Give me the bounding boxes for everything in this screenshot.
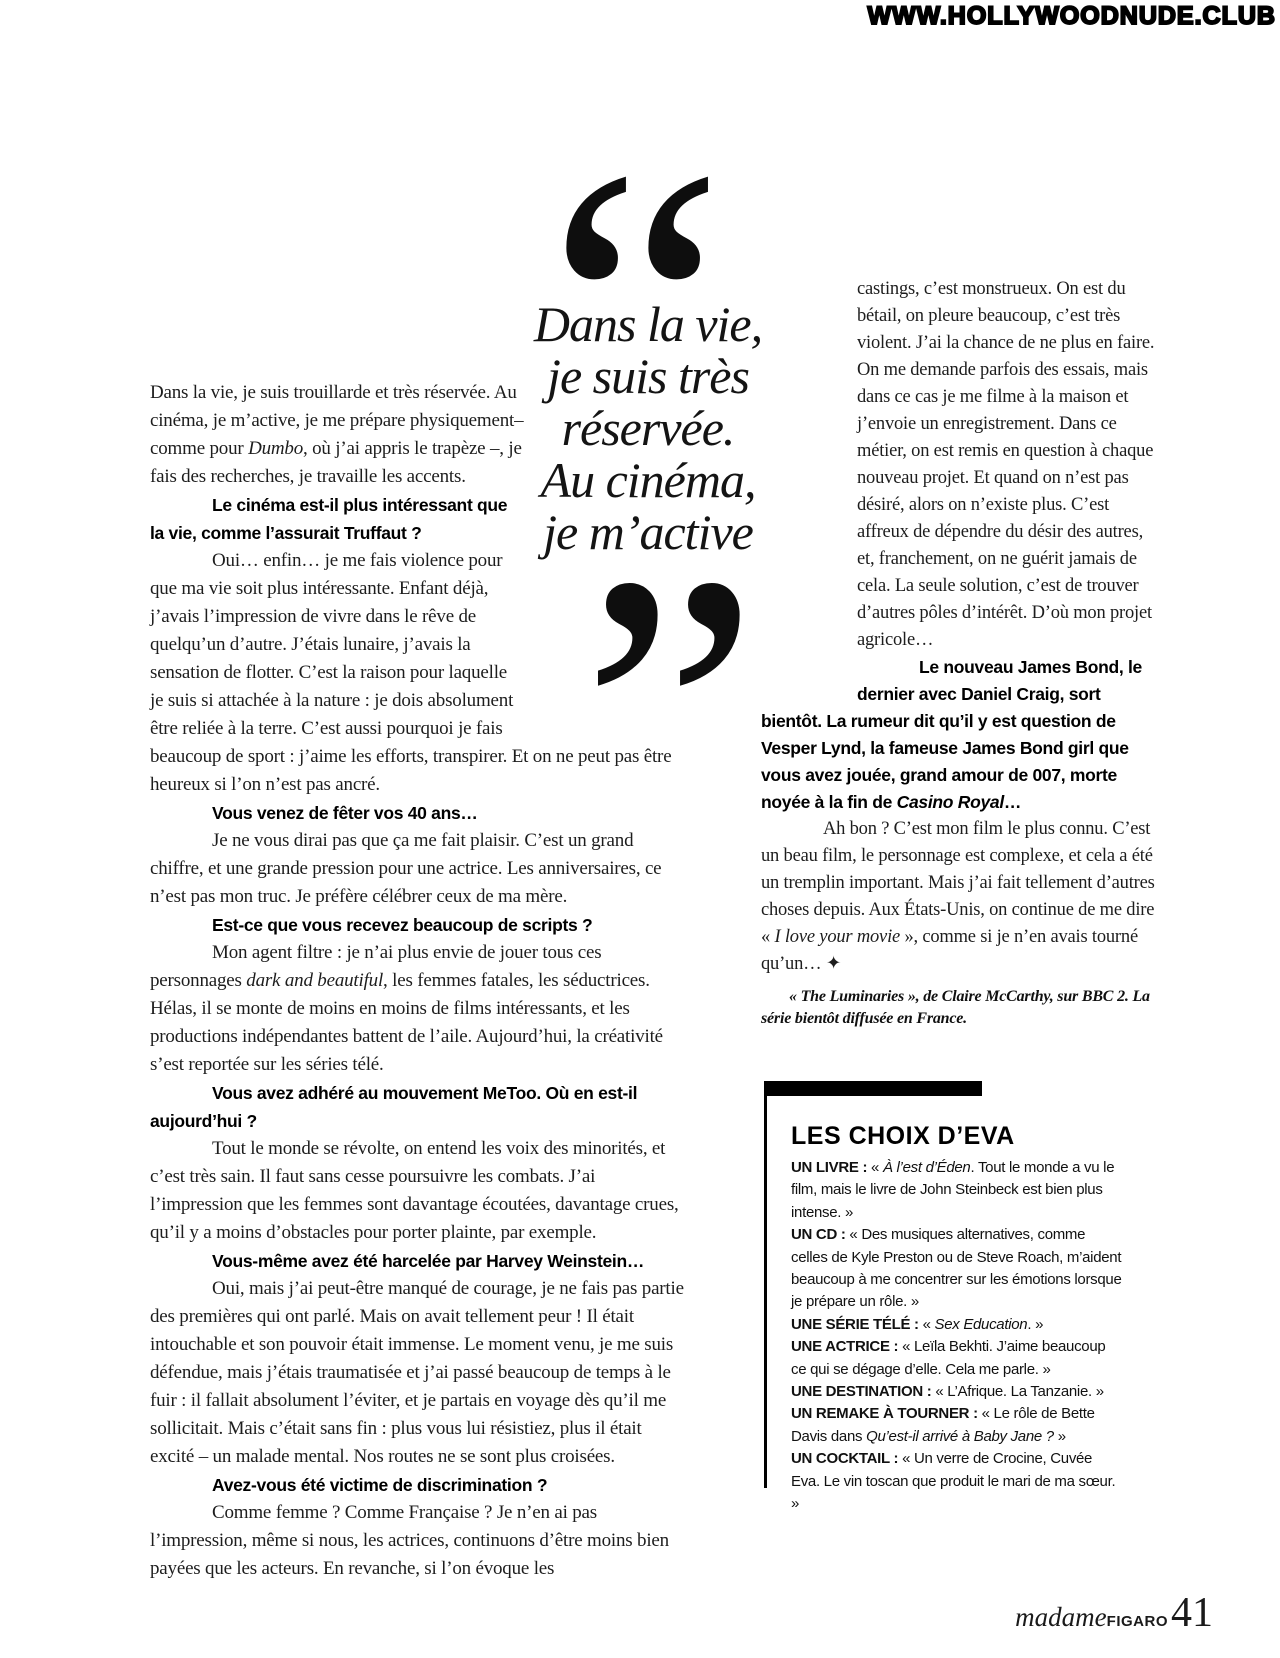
sidebar-les-choix: [764, 1081, 1124, 1513]
sidebar-item-text: « Le rôle de Bette Davis dans Qu’est-il arrivé à Baby Jane ? »: [791, 1405, 1095, 1445]
article-paragraph: Tout le monde se révolte, on entend les voix des minorités, et c’est très sain. Il faut sans cesse poursuivre les combats. J’ai l’impression que les femmes sont davantage écoutées, davantage crues, qu’il y a moins d’obstacles pour porter plainte, par exemple.: [150, 1138, 679, 1243]
sidebar-body: [764, 1096, 1124, 1513]
sidebar-item-label: UNE DESTINATION :: [791, 1383, 932, 1401]
sidebar-item-label: UN LIVRE :: [791, 1159, 868, 1176]
close-quote-flow-spacer: [761, 276, 857, 708]
article-paragraph: Vous-même avez été harcelée par Harvey Weinstein…: [212, 1251, 645, 1271]
sidebar-title: LES CHOIX D’EVA: [791, 1122, 1015, 1150]
article-paragraph: Comme femme ? Comme Française ? Je n’en ai pas l’impression, même si nous, les actrices, continuons d’être moins bien payées que les acteurs. En revanche, si l’on évoque les: [150, 1502, 669, 1579]
article-paragraph: Est-ce que vous recevez beaucoup de scripts ?: [212, 915, 593, 935]
article-paragraph: castings, c’est monstrueux. On est du bétail, on pleure beaucoup, c’est très violent. J’ai la chance de ne plus en faire. On me demande parfois des essais, mais dans ce cas je me filme à la maison et j’envoie un enregistrement. Dans ce métier, on est remis en question à chaque nouveau projet. Et quand on n’est pas désiré, alors on n’existe plus. C’est affreux de dépendre du désir des autres, et, franchement, on ne guérit jamais de cela. La seule solution, c’est de trouver d’autres pôles d’intérêt. D’où mon projet agricole…: [857, 279, 1155, 650]
page-number: 41: [1171, 1590, 1213, 1636]
sidebar-item-text: « Leïla Bekhti. J’aime beaucoup ce qui se dégage d’elle. Cela me parle. »: [791, 1338, 1106, 1378]
sidebar-item: [791, 1381, 1124, 1403]
sidebar-item: [791, 1336, 1124, 1381]
watermark-banner: WWW.HOLLYWOODNUDE.CLUB: [867, 2, 1276, 30]
pull-quote-line: Au cinéma,: [540, 452, 756, 508]
open-quote-glyph: [547, 158, 725, 288]
article-paragraph: Avez-vous été victime de discrimination ?: [212, 1475, 548, 1495]
sidebar-item-text: « Des musiques alternatives, comme celles de Kyle Preston ou de Steve Roach, m’aident beaucoup à me concentrer sur les émotions lorsque je prépare un rôle. »: [791, 1226, 1122, 1311]
pull-quote-flow-spacer: [524, 379, 690, 743]
article-paragraph: Le cinéma est-il plus intéressant que la vie, comme l’assurait Truffaut ?: [150, 495, 508, 543]
sidebar-item-label: UN COCKTAIL :: [791, 1450, 899, 1468]
sidebar-item-text: « L’Afrique. La Tanzanie. »: [931, 1383, 1104, 1401]
article-paragraph: Le nouveau James Bond, le dernier avec Daniel Craig, sort bientôt. La rumeur dit qu’il y est question de Vesper Lynd, la fameuse James Bond girl que vous avez jouée, grand amour de 007, morte noyée à la fin de Casino Royal…: [761, 657, 1142, 812]
sidebar-item-label: UN REMAKE À TOURNER :: [791, 1405, 978, 1423]
pull-quote-line: réservée.: [561, 400, 735, 456]
article-paragraph: Vous venez de fêter vos 40 ans…: [212, 803, 478, 823]
article-paragraph: Ah bon ? C’est mon film le plus connu. C’est un beau film, le personnage est complexe, et cela a été un tremplin important. Mais j’ai fait tellement d’autres choses depuis. Aux États-Unis, on continue de me dire « I love your movie », comme si je n’en avais tourné qu’un… ✦: [761, 819, 1155, 974]
sidebar-item-label: UNE ACTRICE :: [791, 1338, 899, 1356]
article-paragraph: Oui… enfin… je me fais violence pour que ma vie soit plus intéressante. Enfant déjà, j’avais l’impression de vivre dans le rêve de quelqu’un d’autre. J’étais lunaire, j’avais la sensation de flotter. C’est la raison pour laquelle je suis si attachée à la nature : je dois absolument être reliée à la terre. C’est aussi pourquoi je fais beaucoup de sport : j’aime les efforts, transpirer. Et on ne peut pas être heureux si l’on n’est pas ancré.: [150, 550, 672, 795]
sidebar-item-label: UNE SÉRIE TÉLÉ :: [791, 1315, 919, 1333]
pull-quote-line: je m’active: [543, 504, 753, 560]
pull-quote-line: Dans la vie,: [533, 296, 763, 352]
article-paragraph: Vous avez adhéré au mouvement MeToo. Où en est-il aujourd’hui ?: [150, 1083, 638, 1131]
sidebar-item-text: « À l’est d’Éden. Tout le monde a vu le film, mais le livre de John Steinbeck est bien plus intense. »: [791, 1159, 1115, 1221]
sidebar-item: [791, 1224, 1124, 1314]
sidebar-item-text: « Sex Education. »: [918, 1315, 1044, 1333]
article-paragraph: « The Luminaries », de Claire McCarthy, sur BBC 2. La série bientôt diffusée en France.: [761, 988, 1150, 1027]
article-left-column: [150, 379, 690, 1583]
sidebar-item: [791, 1314, 1124, 1336]
sidebar-top-bar: [764, 1081, 982, 1096]
sidebar-item: [791, 1448, 1124, 1515]
page-footer: [1015, 1592, 1213, 1634]
brand-figaro: FIGARO: [1106, 1613, 1168, 1630]
open-quote-icon: [466, 158, 806, 288]
sidebar-item-label: UN CD :: [791, 1226, 846, 1244]
sidebar-item: [791, 1403, 1124, 1448]
article-paragraph: Dans la vie, je suis trouillarde et très réservée. Au cinéma, je m’active, je me prépare physiquement– comme pour Dumbo, où j’ai appris le trapèze –, je fais des recherches, je travaille les accents.: [150, 382, 524, 487]
article-paragraph: Oui, mais j’ai peut-être manqué de courage, je ne fais pas partie des premières qui ont parlé. Mais on avait tellement peur ! Il était intouchable et son pouvoir était immense. Le moment venu, je me suis défendue, mais j’étais traumatisée et j’ai passé beaucoup de temps à le fuir : il fallait absolument l’éviter, et je partais en voyage dès qu’il me sollicitait. Mais c’était sans fin : plus vous lui résistiez, plus il était excité – un malade mental. Nos routes ne se sont plus croisées.: [150, 1278, 684, 1467]
pull-quote-line: je suis très: [547, 348, 749, 404]
sidebar-item-text: « Un verre de Crocine, Cuvée Eva. Le vin toscan que produit le mari de ma sœur. »: [791, 1450, 1116, 1513]
article-right-column: [761, 276, 1163, 1030]
article-paragraph: Mon agent filtre : je n’ai plus envie de jouer tous ces personnages dark and beautiful, les femmes fatales, les séductrices. Hélas, il se monte de moins en moins de films intéressants, et les productions indépendantes battent de l’aile. Aujourd’hui, la créativité s’est reportée sur les séries télé.: [150, 942, 663, 1075]
article-paragraph: Je ne vous dirai pas que ça me fait plaisir. C’est un grand chiffre, et une grande pression pour une actrice. Les anniversaires, ce n’est pas mon truc. Je préfère célébrer ceux de ma mère.: [150, 830, 662, 907]
sidebar-item: [791, 1157, 1124, 1224]
brand-madame: madame: [1015, 1602, 1107, 1632]
